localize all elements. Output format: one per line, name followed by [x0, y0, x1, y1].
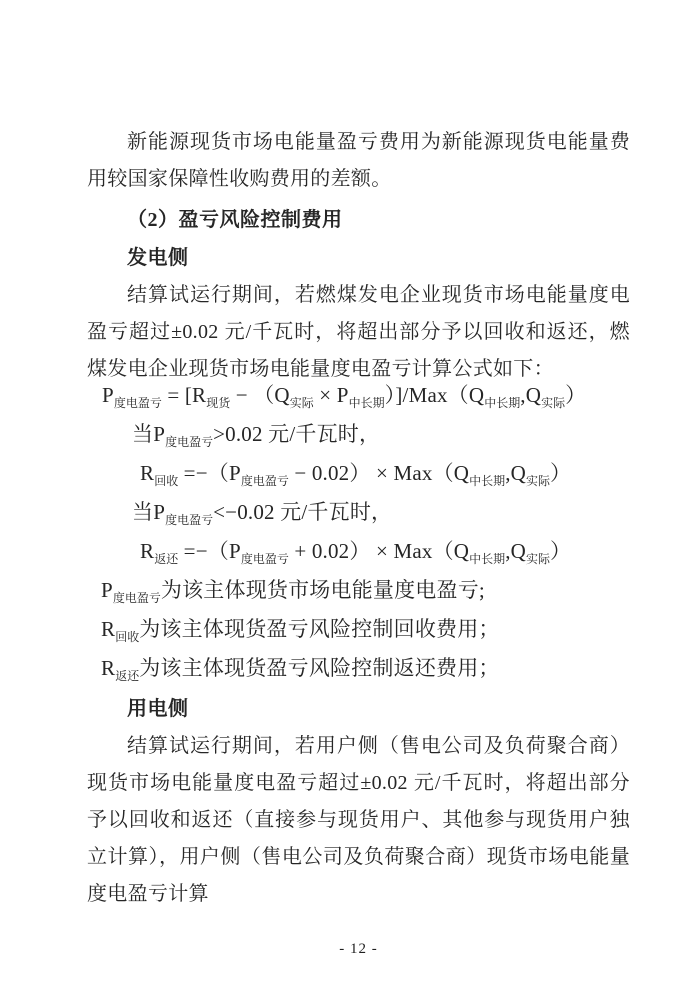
- formula-unit-profit-loss: $P_{度电盈亏} = [R_{现货} - (Q_{实际} \times P_{中长期})]/Max(Q_{中长期},Q_{实际})$: [102, 383, 587, 410]
- consumption-side-paragraph: 结算试运行期间，若用户侧（售电公司及负荷聚合商）现货市场电能量度电盈亏超过±0.02 元/千瓦时，将超出部分予以回收和返还（直接参与现货用户、其他参与现货用户独立计算），用户侧（售电公司及负荷聚合商）现货市场电能量度电盈亏计算: [87, 735, 630, 905]
- generation-side-paragraph: 结算试运行期间，若燃煤发电企业现货市场电能量度电盈亏超过±0.02 元/千瓦时，将超出部分予以回收和返还，燃煤发电企业现货市场电能量度电盈亏计算公式如下：: [87, 284, 630, 380]
- formula-block: [87, 376, 630, 688]
- condition-below-threshold: 当$P_{度电盈亏}<-0.02$ 元/千瓦时，: [132, 500, 393, 527]
- definition-recovery-fee: $R_{回收}$为该主体现货盈亏风险控制回收费用；: [101, 617, 500, 644]
- definition-refund-fee: $R_{返还}$为该主体现货盈亏风险控制返还费用；: [101, 656, 500, 683]
- intro-paragraph: 新能源现货市场电能量盈亏费用为新能源现货电能量费用较国家保障性收购费用的差额。: [87, 131, 630, 190]
- section-heading: （2）盈亏风险控制费用: [127, 209, 343, 231]
- condition-above-threshold: 当$P_{度电盈亏}>0.02$ 元/千瓦时，: [132, 422, 381, 449]
- consumption-side-heading: 用电侧: [127, 698, 189, 720]
- formula-recovery: $R_{回收} =-(P_{度电盈亏} - 0.02) \times Max(Q_{中长期},Q_{实际})$: [140, 461, 572, 488]
- formula-refund: $R_{返还} =-(P_{度电盈亏} + 0.02) \times Max(Q_{中长期},Q_{实际})$: [140, 539, 572, 566]
- definition-unit-profit-loss: $P_{度电盈亏}$为该主体现货市场电能量度电盈亏;: [101, 578, 485, 605]
- generation-side-heading: 发电侧: [127, 247, 189, 269]
- page-number: - 12 -: [339, 941, 378, 957]
